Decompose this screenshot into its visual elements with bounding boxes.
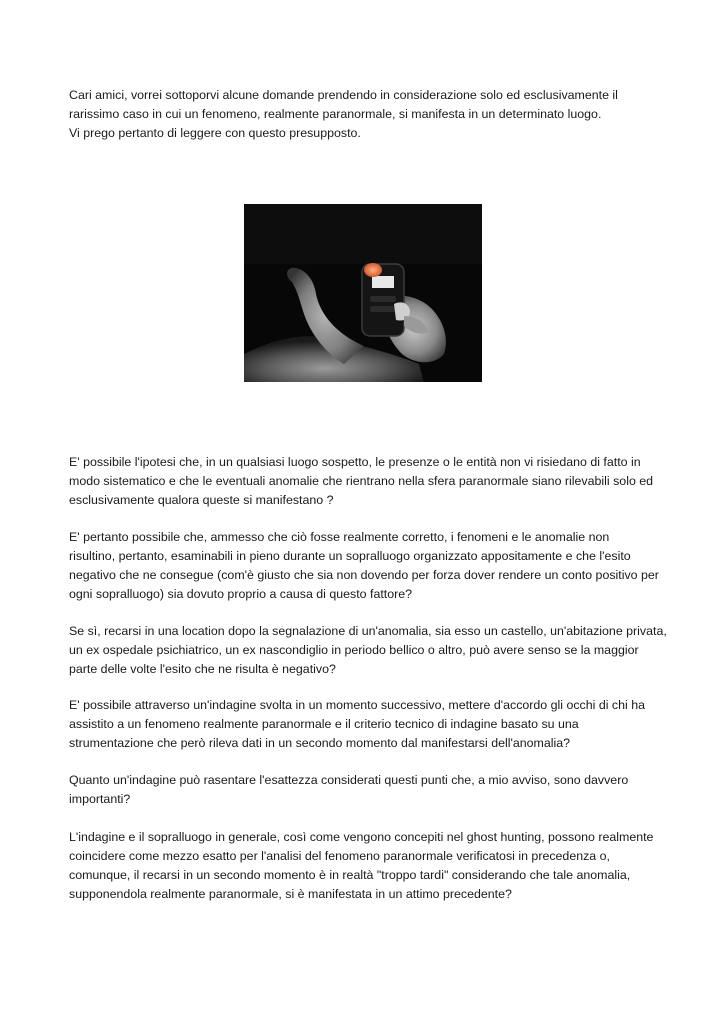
question-paragraph-5 [69,771,669,809]
text-line: E' possibile attraverso un'indagine svolta in un momento successivo, mettere d'accordo gli occhi di chi ha [69,698,645,712]
text-line: Quanto un'indagine può rasentare l'esattezza considerati questi punti che, a mio avviso, sono davvero [69,773,629,787]
text-line: importanti? [69,792,131,806]
text-line: Cari amici, vorrei sottoporvi alcune domande prendendo in considerazione solo ed esclusivamente il [69,88,618,102]
text-line: L'indagine e il sopralluogo in generale, così come vengono concepiti nel ghost hunting, possono realmente [69,830,654,844]
question-paragraph-4 [69,696,669,753]
text-line: comunque, il recarsi in un secondo momento è in realtà "troppo tardi" considerando che tale anomalia, [69,868,631,882]
text-line: strumentazione che però rileva dati in un secondo momento dal manifestarsi dell'anomalia? [69,736,571,750]
question-paragraph-6 [69,828,669,904]
text-line: assistito a un fenomeno realmente paranormale e il criterio tecnico di indagine basato su una [69,717,579,731]
text-line: E' possibile l'ipotesi che, in un qualsiasi luogo sospetto, le presenze o le entità non vi risiedano di fatto in [69,455,641,469]
text-line: ogni sopralluogo) sia dovuto proprio a causa di questo fattore? [69,587,413,601]
text-line: supponendola realmente paranormale, si è manifestata in un attimo precedente? [69,887,512,901]
text-line: negativo che ne consegue (com'è giusto che sia non dovendo per forza dover rendere un conto positivo per [69,568,659,582]
text-line: Se sì, recarsi in una location dopo la segnalazione di un'anomalia, sia esso un castello, un'abitazione privata, [69,624,667,638]
text-line: coincidere come mezzo esatto per l'analisi del fenomeno paranormale verificatosi in precedenza o, [69,849,610,863]
intro-paragraph [69,86,669,143]
question-paragraph-3 [69,622,669,679]
text-line: esclusivamente qualora queste si manifestano ? [69,493,334,507]
text-line: E' pertanto possibile che, ammesso che ciò fosse realmente corretto, i fenomeni e le anomalie non [69,530,610,544]
text-line: parte delle volte l'esito che ne risulta è negativo? [69,662,336,676]
question-paragraph-2 [69,528,669,604]
text-line: Vi prego pertanto di leggere con questo presupposto. [69,126,361,140]
text-line: risultino, pertanto, esaminabili in pieno durante un sopralluogo organizzato appositamente e che l'esito [69,549,631,563]
text-line: un ex ospedale psichiatrico, un ex nascondiglio in periodo bellico o altro, può avere senso se la maggior [69,643,639,657]
night-vision-photo [244,204,482,382]
text-line: rarissimo caso in cui un fenomeno, realmente paranormale, si manifesta in un determinato luogo. [69,107,602,121]
emf-meter-in-hand-icon [244,204,482,382]
question-paragraph-1 [69,453,669,510]
text-line: modo sistematico e che le eventuali anomalie che rientrano nella sfera paranormale siano rilevabili solo ed [69,474,654,488]
